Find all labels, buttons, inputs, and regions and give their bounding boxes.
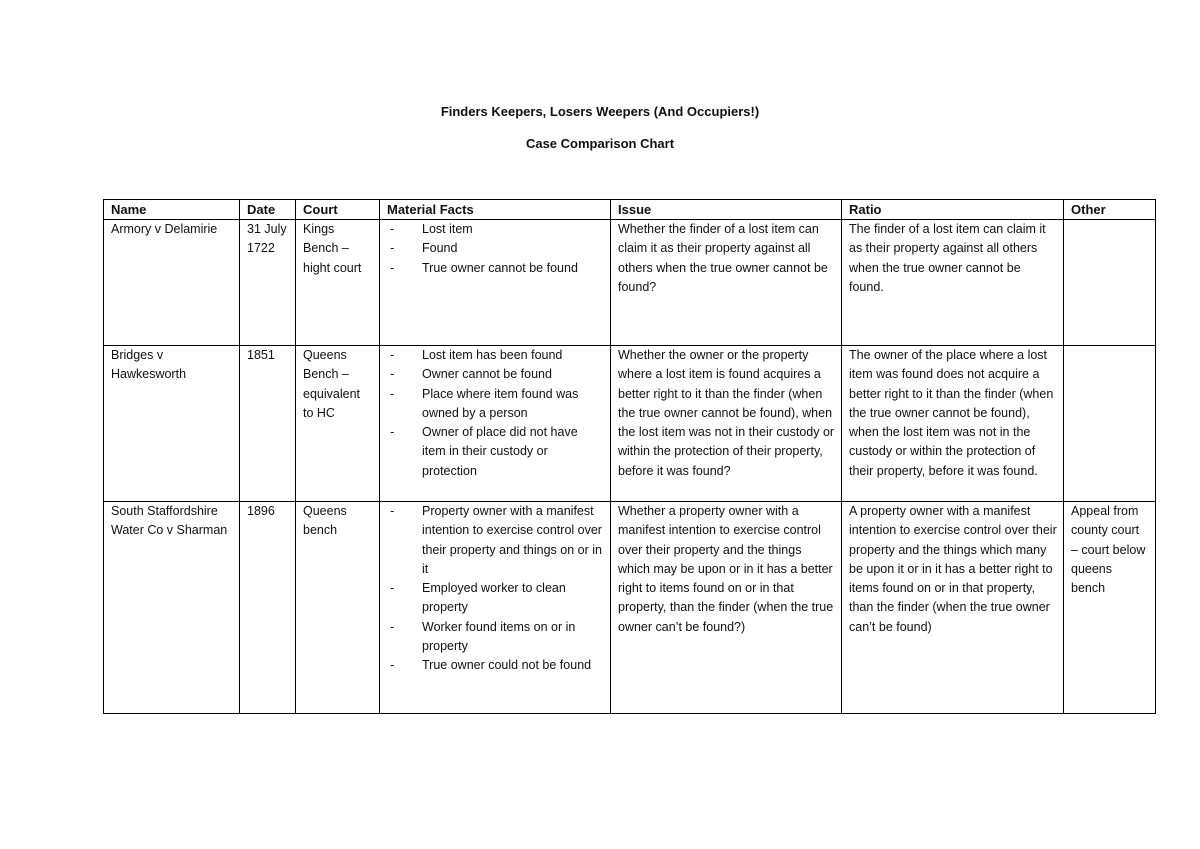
- list-item: - Owner of place did not have item in their custody or protection: [390, 425, 578, 478]
- fact-text: Place where item found was owned by a person: [422, 386, 579, 420]
- cell-ratio: The owner of the place where a lost item was found does not acquire a better right to it than the finder (when the true owner cannot be found), when the lost item was not in the custody or within the protection of their property, before it was found.: [842, 346, 1064, 502]
- table-header-row: [104, 200, 1156, 220]
- table-row: [104, 346, 1156, 502]
- list-item: - Property owner with a manifest intention to exercise control over their property and things on or in it: [390, 504, 602, 576]
- cell-date: 31 July 1722: [240, 220, 296, 346]
- list-item: - Found: [390, 241, 458, 256]
- cell-ratio: The finder of a lost item can claim it as their property against all others when the true owner cannot be found.: [842, 220, 1064, 346]
- fact-text: Worker found items on or in property: [422, 619, 576, 654]
- document-title: Finders Keepers, Losers Weepers (And Occupiers!): [440, 104, 760, 119]
- cell-material-facts: [380, 346, 611, 502]
- cell-other: [1064, 346, 1156, 502]
- list-item: - True owner cannot be found: [390, 260, 578, 275]
- list-item: - Lost item has been found: [390, 348, 563, 362]
- cell-other: [1064, 220, 1156, 346]
- cell-issue: Whether the owner or the property where a lost item is found acquires a better right to it than the finder (when the true owner cannot be found), when the lost item was not in their custody or within the protection of their property, before it was found?: [611, 346, 842, 502]
- list-item: - Owner cannot be found: [390, 367, 552, 382]
- fact-text: True owner cannot be found: [422, 260, 578, 275]
- fact-text: Found: [422, 241, 458, 256]
- cell-date: 1896: [240, 502, 296, 714]
- header-material-facts: Material Facts: [380, 200, 611, 220]
- cell-court: Queens bench: [296, 502, 380, 714]
- cell-material-facts: [380, 502, 611, 714]
- cell-name: Armory v Delamirie: [104, 220, 240, 346]
- list-item: - Worker found items on or in property: [390, 619, 576, 654]
- fact-text: True owner could not be found: [422, 658, 592, 673]
- header-name: Name: [104, 200, 240, 220]
- fact-text: Owner cannot be found: [422, 367, 552, 382]
- cell-court: Kings Bench – hight court: [296, 220, 380, 346]
- cell-name: South Staffordshire Water Co v Sharman: [104, 502, 240, 714]
- cell-court: Queens Bench – equivalent to HC: [296, 346, 380, 502]
- list-item: - Employed worker to clean property: [390, 581, 566, 615]
- cell-issue: Whether a property owner with a manifest intention to exercise control over their property and the things which may be upon or in it has a better right to items found on or in that property, than the finder (when the true owner can’t be found?): [611, 502, 842, 714]
- facts-list: [387, 220, 604, 278]
- header-date: Date: [240, 200, 296, 220]
- table-row: [104, 502, 1156, 714]
- cell-issue: Whether the finder of a lost item can claim it as their property against all others when the true owner cannot be found?: [611, 220, 842, 346]
- document-subtitle: Case Comparison Chart: [525, 136, 675, 151]
- cell-date: 1851: [240, 346, 296, 502]
- header-issue: Issue: [611, 200, 842, 220]
- fact-text: Property owner with a manifest intention to exercise control over their property and things on or in it: [422, 504, 602, 576]
- list-item: - True owner could not be found: [390, 658, 592, 673]
- header-other: Other: [1064, 200, 1156, 220]
- fact-text: Lost item: [422, 222, 473, 236]
- list-item: - Lost item: [390, 222, 473, 236]
- cell-other: Appeal from county court – court below queens bench: [1064, 502, 1156, 714]
- facts-list: [387, 502, 604, 676]
- list-item: - Place where item found was owned by a person: [390, 386, 579, 420]
- facts-list: [387, 346, 604, 481]
- fact-text: Lost item has been found: [422, 348, 563, 362]
- cell-ratio: A property owner with a manifest intention to exercise control over their property and the things which many be upon it or in it has a better right to items found on or in that property, than the finder (when the true owner can’t be found): [842, 502, 1064, 714]
- fact-text: Owner of place did not have item in their custody or protection: [422, 425, 578, 478]
- case-comparison-table: [103, 199, 1156, 714]
- header-court: Court: [296, 200, 380, 220]
- header-ratio: Ratio: [842, 200, 1064, 220]
- table-row: [104, 220, 1156, 346]
- cell-material-facts: [380, 220, 611, 346]
- cell-name: Bridges v Hawkesworth: [104, 346, 240, 502]
- fact-text: Employed worker to clean property: [422, 581, 566, 615]
